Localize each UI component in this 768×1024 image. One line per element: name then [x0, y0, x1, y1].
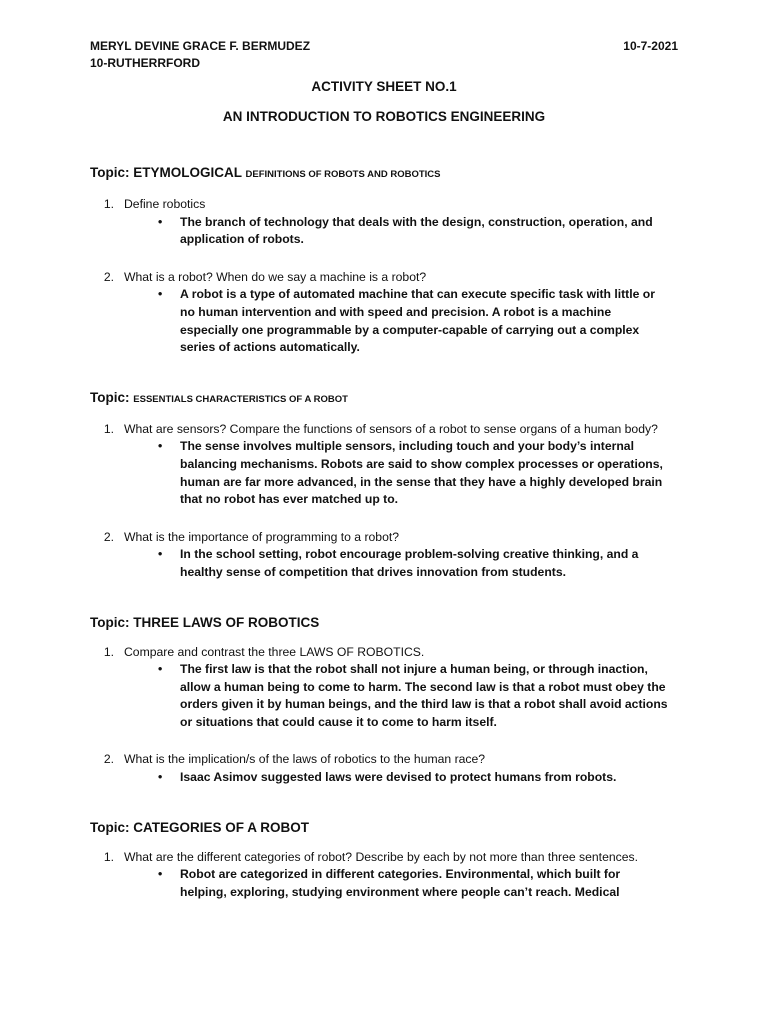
question: [90, 269, 690, 287]
question-number: 1.: [103, 421, 114, 436]
bullet-icon: •: [158, 287, 163, 302]
question-number: 2.: [103, 529, 114, 544]
question: [90, 196, 690, 214]
student-section: 10-RUTHERRFORD: [90, 56, 201, 70]
topic-heading: [90, 389, 690, 409]
document-header: [90, 38, 678, 72]
question: [90, 421, 690, 439]
answer-text: The first law is that the robot shall not injure a human being, or through inaction, allow a human being to come to harm. The second law is that a robot must obey the orders given it by human beings, and the third law is that a robot shall avoid actions or situations that could cause it to come to harm itself.: [180, 662, 668, 729]
question-text: What is the importance of programming to a robot?: [124, 529, 400, 544]
question-number: 2.: [103, 269, 114, 284]
document-body: [90, 164, 690, 901]
question: [90, 644, 690, 662]
topic-heading: [90, 164, 690, 184]
topic-heading: [90, 819, 690, 837]
bullet-icon: •: [158, 770, 163, 785]
question: [90, 751, 690, 769]
question-number: 1.: [103, 197, 114, 211]
topic-title: CATEGORIES OF A ROBOT: [133, 819, 310, 835]
topic-title: ETYMOLOGICAL: [133, 165, 242, 180]
answer-text: In the school setting, robot encourage problem-solving creative thinking, and a healthy sense of competition that drives innovation from students.: [180, 547, 639, 579]
bullet-icon: •: [158, 547, 163, 562]
answer-text: A robot is a type of automated machine that can execute specific task with little or no human intervention and with speed and precision. A robot is a machine especially one programmable by a computer-capable of carrying out a complex series of actions automatically.: [180, 287, 655, 355]
answer: [158, 661, 690, 731]
question: [90, 849, 690, 867]
answer: [158, 546, 690, 581]
answer: [158, 214, 690, 249]
question-number: 1.: [103, 849, 114, 864]
spacer: [90, 582, 690, 614]
topic-label: Topic:: [90, 614, 130, 630]
topic-subtitle: DEFINITIONS OF ROBOTS AND ROBOTICS: [245, 169, 441, 180]
bullet-icon: •: [158, 439, 163, 454]
question-text: What are the different categories of robot? Describe by each by not more than three sentences.: [124, 849, 638, 864]
question-number: 1.: [103, 644, 114, 659]
question-number: 2.: [103, 752, 114, 767]
answer: [158, 286, 690, 356]
question-text: What is a robot? When do we say a machine is a robot?: [124, 269, 427, 284]
question-text: Compare and contrast the three LAWS OF ROBOTICS.: [124, 644, 425, 659]
document-date: 10-7-2021: [623, 39, 678, 53]
answer: [158, 866, 690, 901]
topic-label: Topic:: [90, 165, 130, 180]
topic-heading: [90, 614, 690, 632]
bullet-icon: •: [158, 867, 163, 882]
spacer: [90, 787, 690, 819]
question-text: What are sensors? Compare the functions of sensors of a robot to sense organs of a human body?: [124, 421, 658, 436]
question: [90, 529, 690, 547]
topic-title: THREE LAWS OF ROBOTICS: [133, 614, 320, 630]
activity-subtitle: AN INTRODUCTION TO ROBOTICS ENGINEERING: [222, 109, 546, 124]
answer-text: Robot are categorized in different categories. Environmental, which built for helping, exploring, studying environment where people can’t reach. Medical: [180, 867, 621, 899]
activity-title: ACTIVITY SHEET NO.1: [311, 79, 457, 94]
bullet-icon: •: [158, 662, 163, 677]
bullet-icon: •: [158, 214, 163, 229]
topic-subtitle: ESSENTIALS CHARACTERISTICS OF A ROBOT: [133, 393, 348, 405]
answer: [158, 438, 690, 508]
question-text: Define robotics: [124, 197, 206, 211]
answer-text: The branch of technology that deals with the design, construction, operation, and application of robots.: [180, 214, 653, 247]
spacer: [90, 357, 690, 389]
topic-label: Topic:: [90, 819, 130, 835]
topic-label: Topic:: [90, 389, 130, 405]
question-text: What is the implication/s of the laws of robotics to the human race?: [124, 752, 486, 767]
answer-text: The sense involves multiple sensors, including touch and your body’s internal balancing mechanisms. Robots are said to show complex processes or operations, human are far more advanced, in the sense that they have a highly developed brain that no robot has ever matched up to.: [180, 439, 663, 507]
student-name: MERYL DEVINE GRACE F. BERMUDEZ: [90, 39, 311, 53]
answer-text: Isaac Asimov suggested laws were devised to protect humans from robots.: [180, 770, 617, 785]
answer: [158, 769, 690, 787]
